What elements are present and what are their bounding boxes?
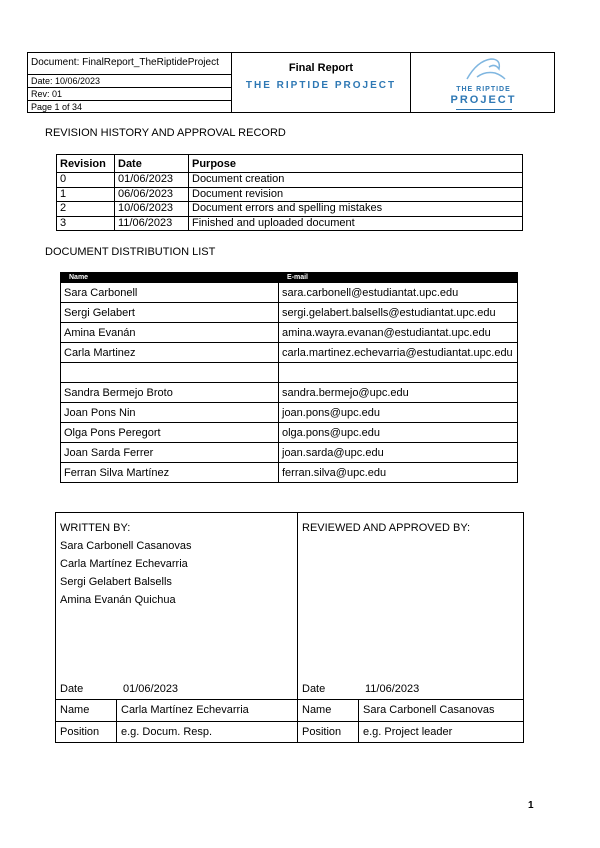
table-row xyxy=(61,383,518,403)
table-cell xyxy=(279,363,518,383)
document-name: Document: FinalReport_TheRiptideProject xyxy=(28,53,231,75)
document-rev: Rev: 01 xyxy=(28,88,231,101)
table-cell: 01/06/2023 xyxy=(115,173,189,188)
written-position: e.g. Docum. Resp. xyxy=(121,726,213,738)
table-cell: 11/06/2023 xyxy=(115,216,189,231)
table-cell: Olga Pons Peregort xyxy=(61,423,279,443)
written-name: Carla Martínez Echevarria xyxy=(121,704,249,716)
table-cell: Ferran Silva Martínez xyxy=(61,463,279,483)
table-row xyxy=(61,323,518,343)
table-cell: 2 xyxy=(57,202,115,217)
table-cell: 1 xyxy=(57,187,115,202)
document-date: Date: 10/06/2023 xyxy=(28,75,231,88)
table-cell: Carla Martinez xyxy=(61,343,279,363)
table-cell: Sara Carbonell xyxy=(61,283,279,303)
table-cell: amina.wayra.evanan@estudiantat.upc.edu xyxy=(279,323,518,343)
table-cell: 0 xyxy=(57,173,115,188)
col-name: Name xyxy=(61,273,279,283)
written-position-row xyxy=(56,721,297,743)
table-row xyxy=(61,283,518,303)
table-cell: Sandra Bermejo Broto xyxy=(61,383,279,403)
table-cell: Document revision xyxy=(189,187,523,202)
reviewed-heading: REVIEWED AND APPROVED BY: xyxy=(302,522,471,534)
table-row xyxy=(61,443,518,463)
written-date: 01/06/2023 xyxy=(123,683,179,695)
reviewed-position-row xyxy=(298,721,523,743)
table-cell: Sergi Gelabert xyxy=(61,303,279,323)
table-row xyxy=(61,463,518,483)
author-name: Amina Evanán Quichua xyxy=(60,594,176,606)
written-date-row xyxy=(56,683,297,695)
col-revision: Revision xyxy=(57,155,115,173)
header-title-cell xyxy=(231,53,411,112)
reviewed-by-section xyxy=(298,513,523,742)
table-cell: Document errors and spelling mistakes xyxy=(189,202,523,217)
table-cell: ferran.silva@upc.edu xyxy=(279,463,518,483)
table-row xyxy=(57,173,523,188)
logo-text-bottom: PROJECT xyxy=(450,94,517,106)
table-row xyxy=(57,187,523,202)
written-by-heading: WRITTEN BY: xyxy=(60,522,131,534)
table-row xyxy=(61,423,518,443)
col-purpose: Purpose xyxy=(189,155,523,173)
author-name: Sergi Gelabert Balsells xyxy=(60,576,172,588)
reviewed-name-row xyxy=(298,699,523,721)
wave-logo-icon xyxy=(459,55,509,81)
table-cell xyxy=(61,363,279,383)
reviewed-position: e.g. Project leader xyxy=(363,726,453,738)
project-name: THE RIPTIDE PROJECT xyxy=(245,80,397,91)
document-page: Page 1 of 34 xyxy=(31,102,83,112)
revision-heading: REVISION HISTORY AND APPROVAL RECORD xyxy=(45,127,286,139)
table-row xyxy=(57,216,523,231)
table-cell: sandra.bermejo@upc.edu xyxy=(279,383,518,403)
date-label: Date xyxy=(302,683,326,695)
logo-text-top: THE RIPTIDE xyxy=(456,86,511,93)
table-row xyxy=(61,363,518,383)
table-cell: olga.pons@upc.edu xyxy=(279,423,518,443)
table-cell: 06/06/2023 xyxy=(115,187,189,202)
signature-box xyxy=(55,512,524,743)
table-row xyxy=(61,343,518,363)
distribution-heading: DOCUMENT DISTRIBUTION LIST xyxy=(45,246,216,258)
reviewed-date-row xyxy=(298,683,523,695)
position-label: Position xyxy=(298,722,359,743)
table-cell: 3 xyxy=(57,216,115,231)
table-cell: carla.martinez.echevarria@estudiantat.upc.edu xyxy=(279,343,518,363)
table-cell: 10/06/2023 xyxy=(115,202,189,217)
table-cell: sara.carbonell@estudiantat.upc.edu xyxy=(279,283,518,303)
author-name: Carla Martínez Echevarria xyxy=(60,558,188,570)
table-cell: joan.pons@upc.edu xyxy=(279,403,518,423)
reviewed-name: Sara Carbonell Casanovas xyxy=(363,704,495,716)
logo xyxy=(411,53,556,112)
author-name: Sara Carbonell Casanovas xyxy=(60,540,192,552)
written-by-section xyxy=(56,513,298,742)
table-cell: sergi.gelabert.balsells@estudiantat.upc.edu xyxy=(279,303,518,323)
col-date: Date xyxy=(115,155,189,173)
col-email: E-mail xyxy=(279,273,518,283)
distribution-table xyxy=(60,272,518,483)
table-cell: Finished and uploaded document xyxy=(189,216,523,231)
document-header xyxy=(27,52,555,113)
revision-table xyxy=(56,154,523,231)
table-cell: joan.sarda@upc.edu xyxy=(279,443,518,463)
position-label: Position xyxy=(56,722,117,743)
date-label: Date xyxy=(60,683,84,695)
report-title: Final Report xyxy=(288,62,354,74)
table-cell: Document creation xyxy=(189,173,523,188)
name-label: Name xyxy=(298,700,359,721)
table-row xyxy=(57,202,523,217)
reviewed-date: 11/06/2023 xyxy=(365,683,420,695)
name-label: Name xyxy=(56,700,117,721)
table-row xyxy=(61,303,518,323)
table-cell: Joan Pons Nin xyxy=(61,403,279,423)
table-row xyxy=(61,403,518,423)
page-number: 1 xyxy=(528,800,534,811)
table-cell: Joan Sarda Ferrer xyxy=(61,443,279,463)
written-name-row xyxy=(56,699,297,721)
table-cell: Amina Evanán xyxy=(61,323,279,343)
